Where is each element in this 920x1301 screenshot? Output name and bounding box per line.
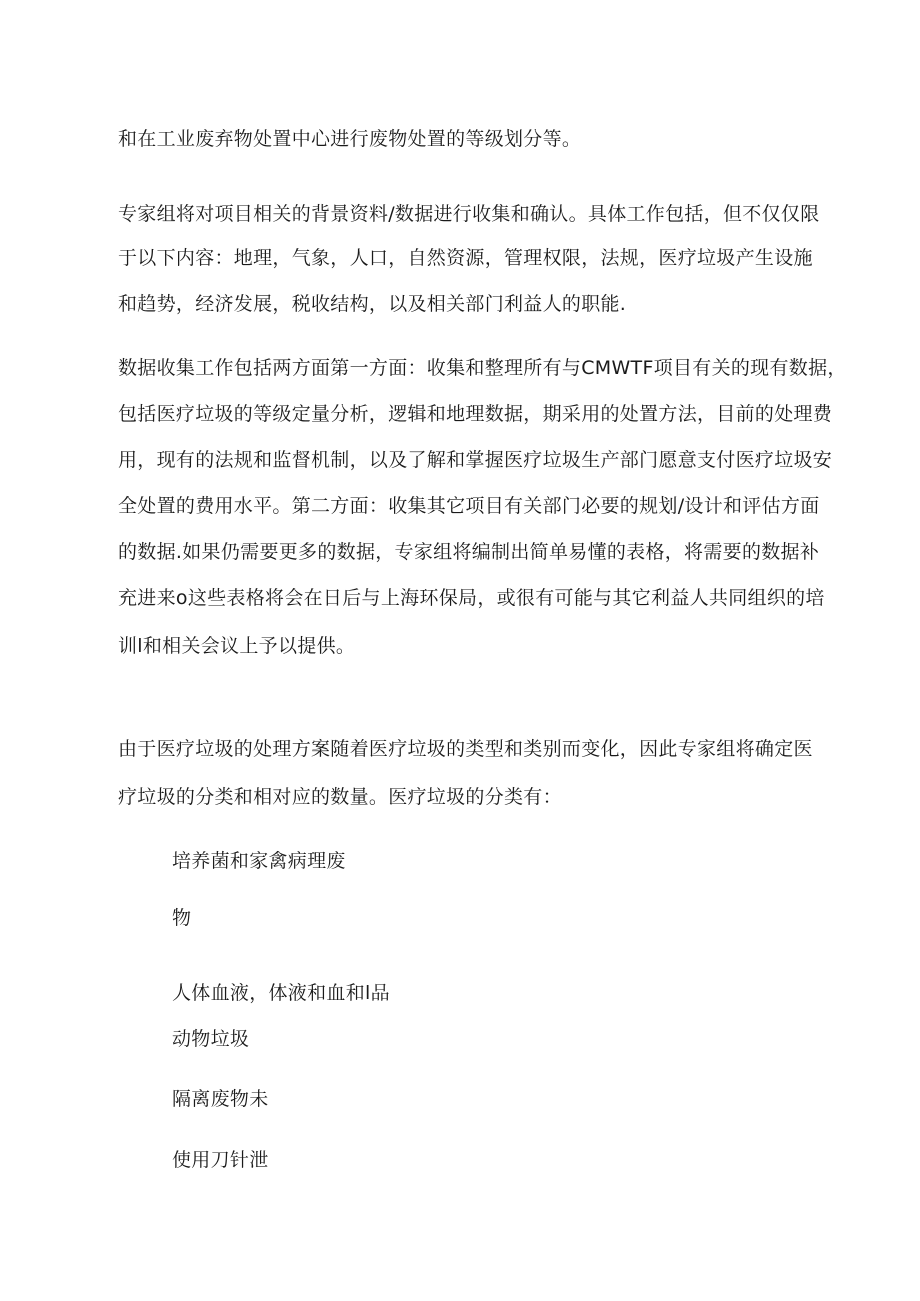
paragraph-4-line-2: 疗垃圾的分类和相对应的数量。医疗垃圾的分类有：: [118, 786, 562, 808]
category-item-5: 隔离废物未: [172, 1088, 269, 1110]
paragraph-2-line-2: 于以下内容：地理，气象，人口，自然资源，管理权限，法规，医疗垃圾产生设施: [118, 247, 813, 269]
paragraph-3-line-7: 训l和相关会议上予以提供。: [118, 635, 356, 657]
category-item-2: 物: [172, 907, 192, 929]
paragraph-3-line-6: 充进来o这些表格将会在日后与上海环保局，或很有可能与其它利益人共同组织的培: [118, 587, 825, 609]
category-item-1: 培养菌和家禽病理废: [172, 850, 346, 872]
category-item-4: 动物垃圾: [172, 1028, 250, 1050]
category-item-6: 使用刀针泄: [172, 1149, 269, 1171]
category-item-3: 人体血液，体液和血和l品: [172, 982, 390, 1004]
paragraph-2-line-1: 专家组将对项目相关的背景资料/数据进行收集和确认。具体工作包括，但不仅仅限: [118, 203, 820, 225]
paragraph-3-line-5: 的数据.如果仍需要更多的数据，专家组将编制出简单易懂的表格，将需要的数据补: [118, 541, 820, 563]
paragraph-4-line-1: 由于医疗垃圾的处理方案随着医疗垃圾的类型和类别而变化，因此专家组将确定医: [118, 738, 813, 760]
paragraph-3-line-2: 包括医疗垃圾的等级定量分析，逻辑和地理数据，期采用的处置方法，目前的处理费: [118, 403, 833, 425]
paragraph-2-line-3: 和趋势，经济发展，税收结构，以及相关部门利益人的职能.: [118, 293, 627, 315]
paragraph-3-line-1: 数据收集工作包括两方面第一方面：收集和整理所有与CMWTF项目有关的现有数据，: [118, 357, 847, 379]
paragraph-3-line-4: 全处置的费用水平。第二方面：收集其它项目有关部门必要的规划/设计和评估方面: [118, 495, 820, 517]
paragraph-3-line-3: 用，现有的法规和监督机制，以及了解和掌握医疗垃圾生产部门愿意支付医疗垃圾安: [118, 449, 833, 471]
paragraph-1-line-1: 和在工业废弃物处置中心进行废物处置的等级划分等。: [118, 128, 582, 150]
